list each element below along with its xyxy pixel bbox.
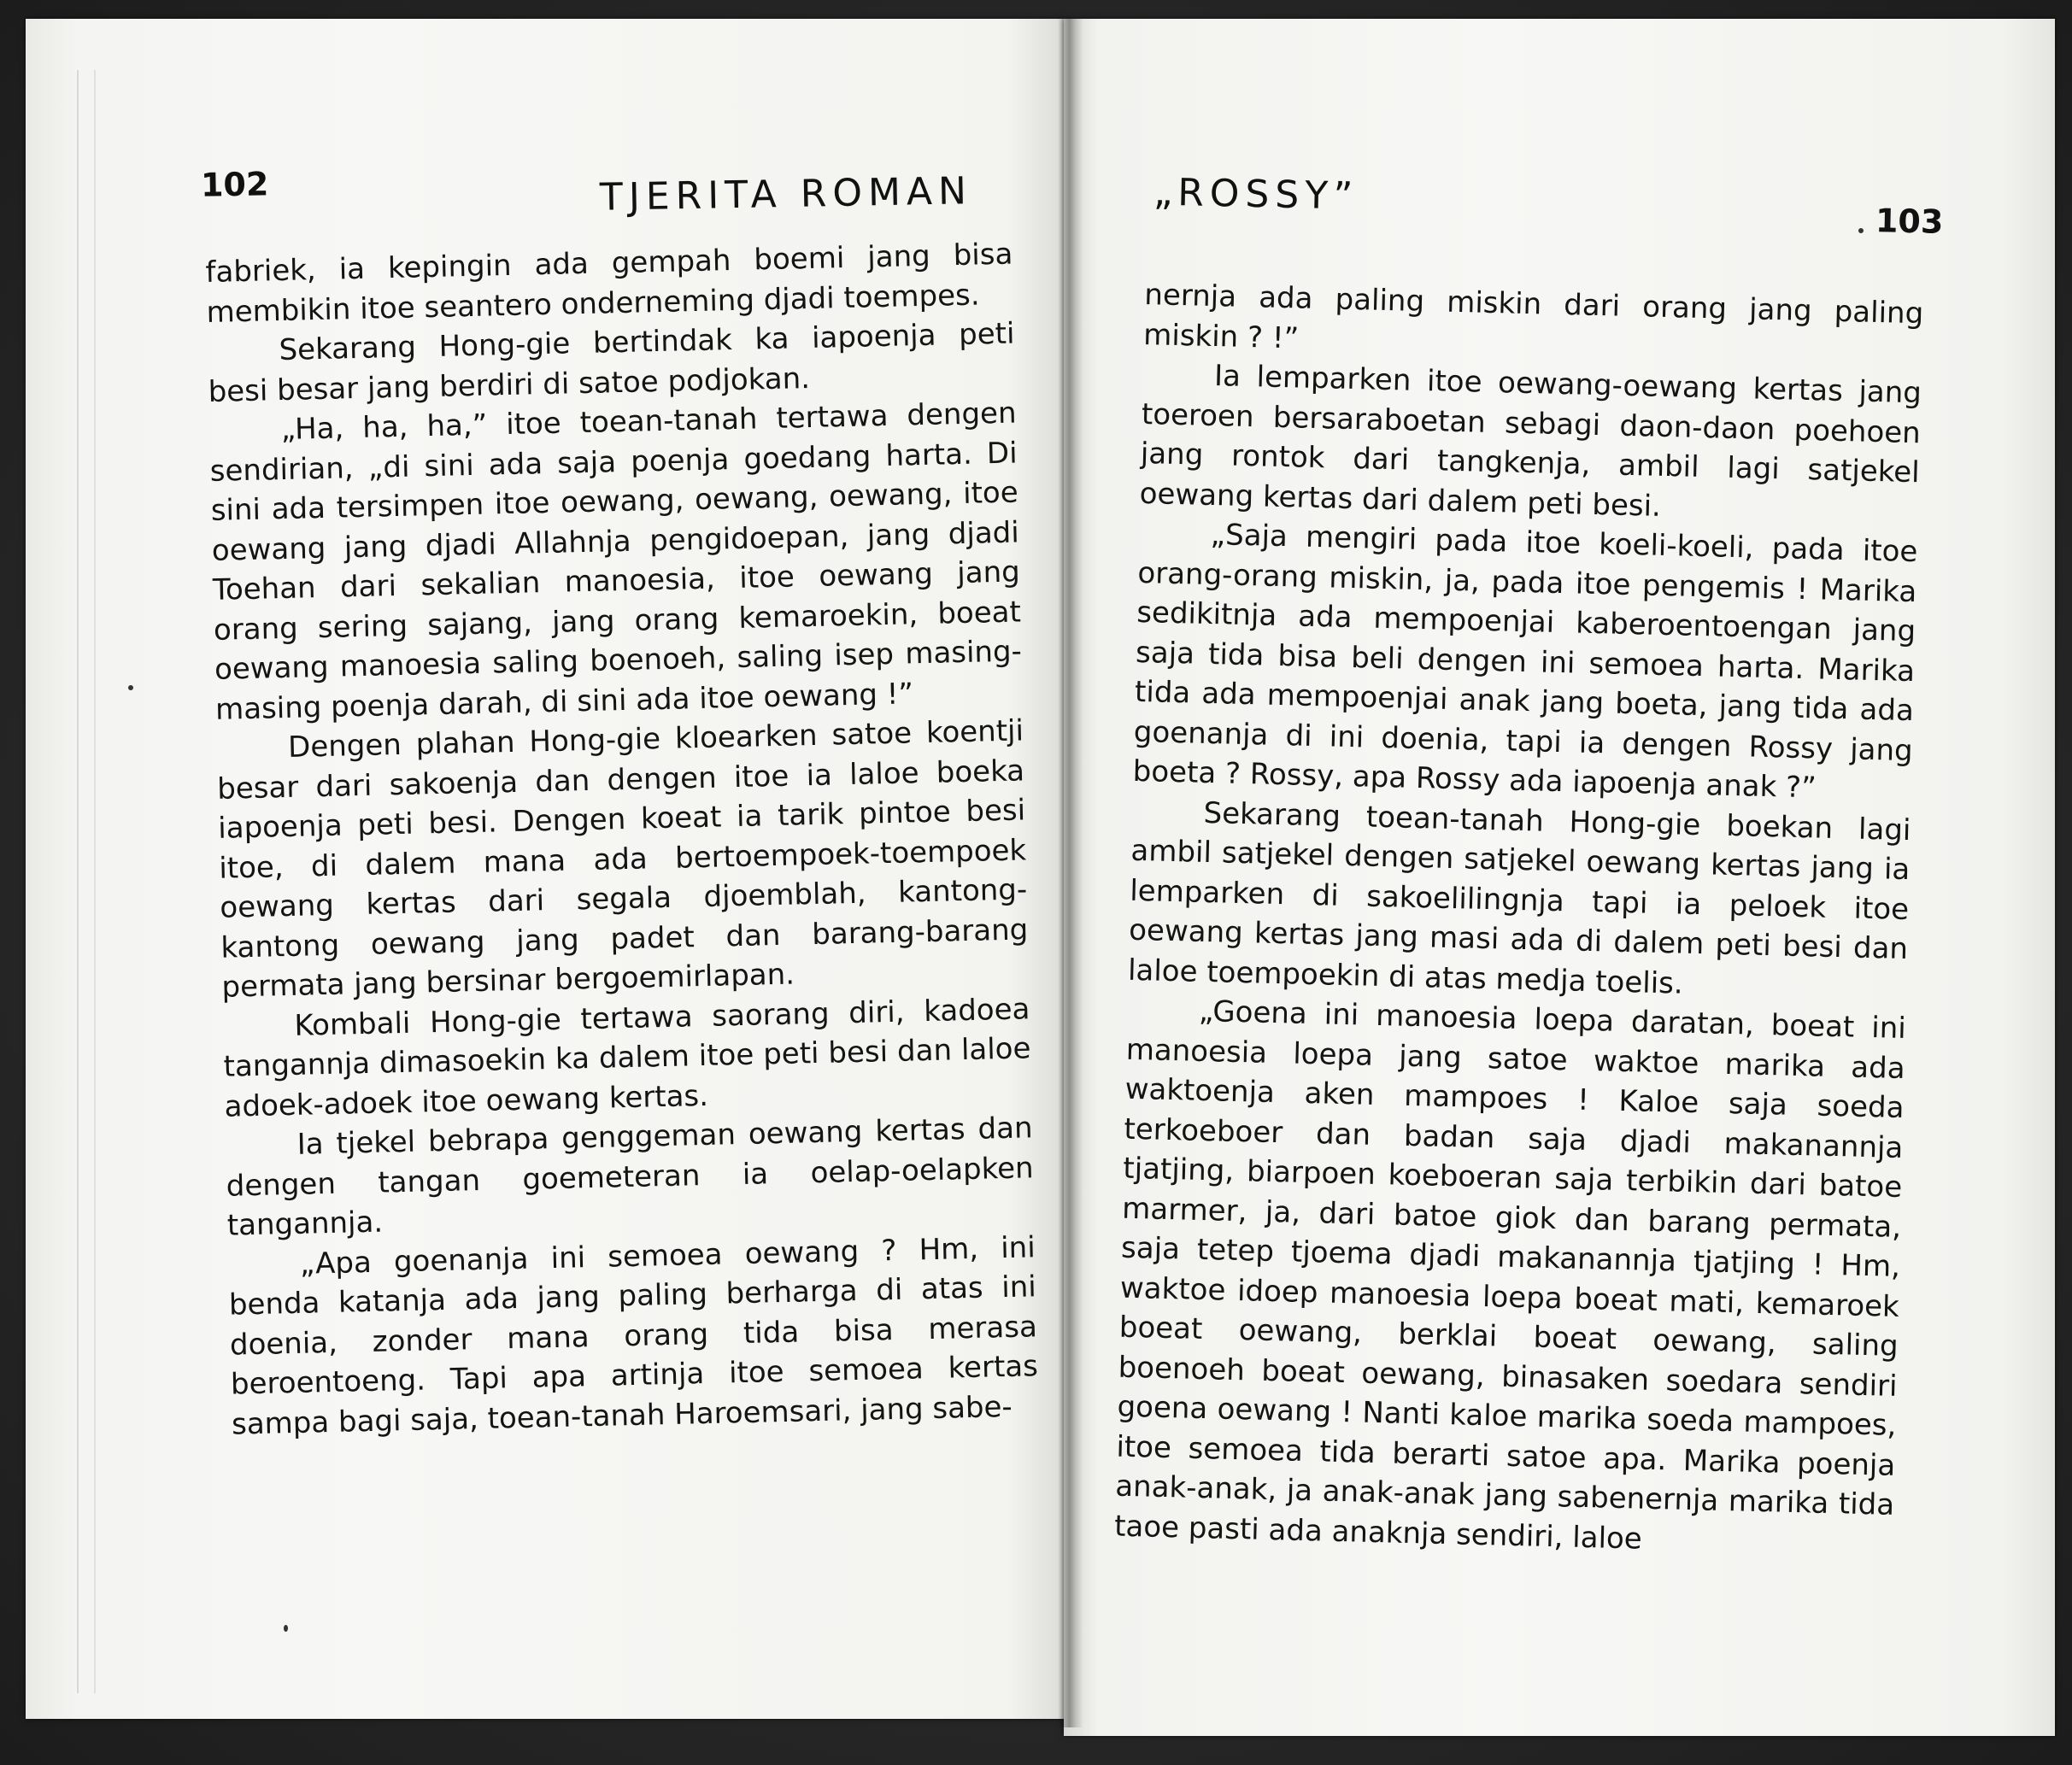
paragraph: Ia lemparken itoe oewang-oewang kertas jang toeroen bersaraboetan sebagi daon-daon poehoen jang rontok dari tangkenja, ambil lagi satjekel oewang kertas dari dalem peti besi. xyxy=(1139,359,1922,524)
left-running-header: TJERITA ROMAN xyxy=(599,169,973,220)
dust-speck xyxy=(284,1625,288,1632)
right-page-number: 103 xyxy=(1875,202,1944,241)
paragraph: fabriek, ia kepingin ada gempah boemi jang bisa membikin itoe seantero onderneming djadi toempes. xyxy=(205,237,1013,330)
dust-speck xyxy=(128,685,133,690)
book-gutter xyxy=(1058,19,1083,1727)
page-edge-lines xyxy=(77,70,96,1693)
paragraph: „Apa goenanja ini semoea oewang ? Hm, ini benda katanja ada jang paling berharga di atas ini doenia, zonder mana orang tida bisa merasa beroentoeng. Tapi apa artinja itoe semoea kertas sampa bagi saja, toean-tanah Haroemsari, jang sabe- xyxy=(228,1229,1039,1442)
paragraph: Ia tjekel bebrapa genggeman oewang kertas dan dengen tangan goemeteran ia oelap-oelapken tangannja. xyxy=(226,1111,1034,1243)
right-page xyxy=(1064,19,2055,1736)
right-running-header: „ROSSY” xyxy=(1153,170,1359,219)
right-page-text xyxy=(1114,275,1924,1565)
paragraph: „Saja mengiri pada itoe koeli-koeli, pada itoe orang-orang miskin, ja, pada itoe pengemis ! Marika sedikitnja ada mempoenjai kaberoentoengan jang saja tida bisa beli dengen ini semoea harta. Marika tida ada mempoenjai anak jang boeta, jang tida ada goenanja di ini doenia, tapi ia dengen Rossy jang boeta ? Rossy, apa Rossy ada iapoenja anak ?” xyxy=(1132,517,1918,806)
dust-speck xyxy=(1858,228,1864,233)
left-page xyxy=(26,19,1064,1719)
left-page-text xyxy=(205,235,1039,1445)
paragraph: Sekarang Hong-gie bertindak ka iapoenja peti besi besar jang berdiri di satoe podjokan. xyxy=(208,316,1015,409)
paragraph: „Ha, ha, ha,” itoe toean-tanah tertawa dengen sendirian, „di sini ada saja poenja goedang harta. Di sini ada tersimpen itoe oewang, oewang, oewang, itoe oewang jang djadi Allahnja pengidoepan, jang djadi Toehan dari sekalian manoesia, itoe oewang jang orang sering sajang, jang orang kemaroekin, boeat oewang manoesia saling boenoeh, saling isep masing-masing poenja darah, di sini ada itoe oewang !” xyxy=(209,396,1023,727)
left-page-number: 102 xyxy=(200,165,269,204)
paragraph: nernja ada paling miskin dari orang jang paling miskin ? !” xyxy=(1142,277,1924,355)
paragraph: Dengen plahan Hong-gie kloearken satoe koentji besar dari sakoenja dan dengen itoe ia laloe boeka iapoenja peti besi. Dengen koeat ia tarik pintoe besi itoe, di dalem mana ada bertoempoek-toempoek oewang kertas dari segala djoemblah, kantong-kantong oewang jang padet dan barang-barang permata jang bersinar bergoemirlapan. xyxy=(216,713,1029,1005)
paragraph: Kombali Hong-gie tertawa saorang diri, kadoea tangannja dimasoekin ka dalem itoe peti besi dan laloe adoek-adoek itoe oewang kertas. xyxy=(223,991,1031,1124)
paragraph: Sekarang toean-tanah Hong-gie boekan lagi ambil satjekel dengen satjekel oewang kertas jang ia lemparken di sakoelilingnja tapi ia peloek itoe oewang kertas jang masi ada di dalem peti besi dan laloe toempoekin di atas medja toelis. xyxy=(1127,795,1911,1001)
paragraph: „Goena ini manoesia loepa daratan, boeat ini manoesia loepa jang satoe waktoe marika ada waktoenja aken mampoes ! Kaloe saja soeda terkoeboer dan badan saja djadi makanannja tjatjing, biarpoen koeboeran saja terbikin dari batoe marmer, ja, dari batoe giok dan barang permata, saja tetep tjoema djadi makanannja tjatjing ! Hm, waktoe idoep manoesia loepa boeat mati, kemaroek boeat oewang, berklai boeat oewang, saling boenoeh boeat oewang, binasaken soedara sendiri goena oewang ! Nanti kaloe marika soeda mampoes, itoe semoea tida berarti satoe apa. Marika poenja anak-anak, ja anak-anak jang sabenernja marika tida taoe pasti ada anaknja sendiri, laloe xyxy=(1113,994,1907,1557)
